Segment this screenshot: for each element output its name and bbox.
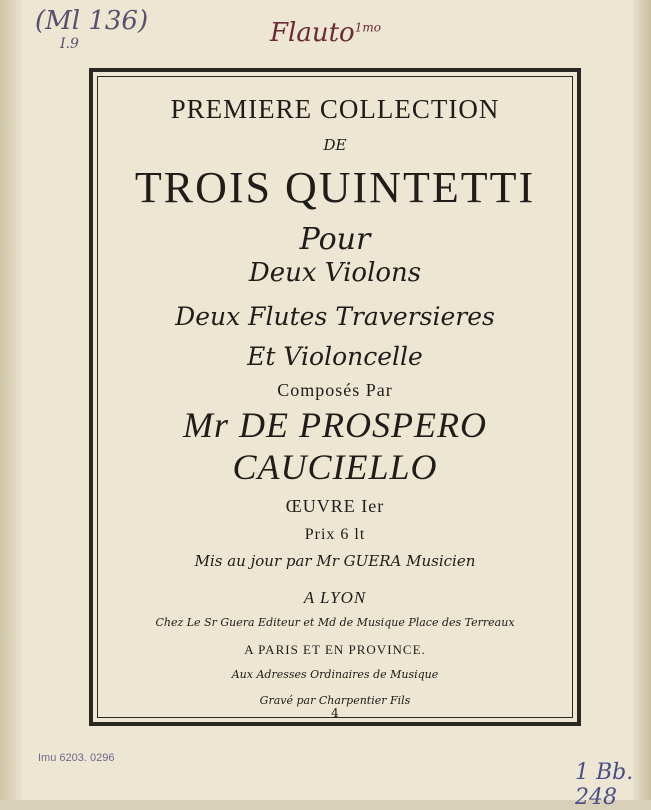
title-line-de: DE xyxy=(323,136,347,154)
part-label-text: Flauto xyxy=(270,18,355,48)
title-line-pour: Pour xyxy=(299,222,371,257)
title-line-violons: Deux Violons xyxy=(248,258,422,288)
page-edge xyxy=(633,0,651,800)
title-line-composes: Composés Par xyxy=(277,380,393,400)
library-stamp-left: Imu 6203. 0296 xyxy=(38,752,115,764)
part-label xyxy=(270,18,381,48)
title-line-quintetti: TROIS QUINTETTI xyxy=(134,163,536,212)
library-stamp-right: 1 Bb. 248 xyxy=(575,760,634,810)
title-line-collection: PREMIERE COLLECTION xyxy=(170,94,500,124)
engraved-plate-frame xyxy=(89,68,581,726)
plate-number: 4 xyxy=(331,706,339,720)
price-line: Prix 6 lt xyxy=(304,526,366,543)
addresses-line: Aux Adresses Ordinaires de Musique xyxy=(231,668,439,681)
address-line: Chez Le Sr Guera Editeur et Md de Musique Place des Terreaux xyxy=(155,616,515,629)
opus-line: ŒUVRE Ier xyxy=(285,496,385,516)
composer-line-2: CAUCIELLO xyxy=(232,447,438,487)
binding-spine xyxy=(0,0,22,800)
part-label-superscript: 1mo xyxy=(354,20,381,35)
title-line-violoncelle: Et Violoncelle xyxy=(247,342,423,371)
title-line-flutes: Deux Flutes Traversieres xyxy=(175,302,495,331)
catalog-mark: (Ml 136) xyxy=(35,6,149,36)
paris-line: A PARIS ET EN PROVINCE. xyxy=(244,642,426,657)
publisher-line: Mis au jour par Mr GUERA Musicien xyxy=(194,552,476,570)
engraver-line: Gravé par Charpentier Fils xyxy=(259,694,411,707)
composer-line-1: Mr DE PROSPERO xyxy=(183,405,487,445)
shelf-mark: I.9 xyxy=(60,36,79,52)
city-lyon-line: A LYON xyxy=(303,588,367,607)
